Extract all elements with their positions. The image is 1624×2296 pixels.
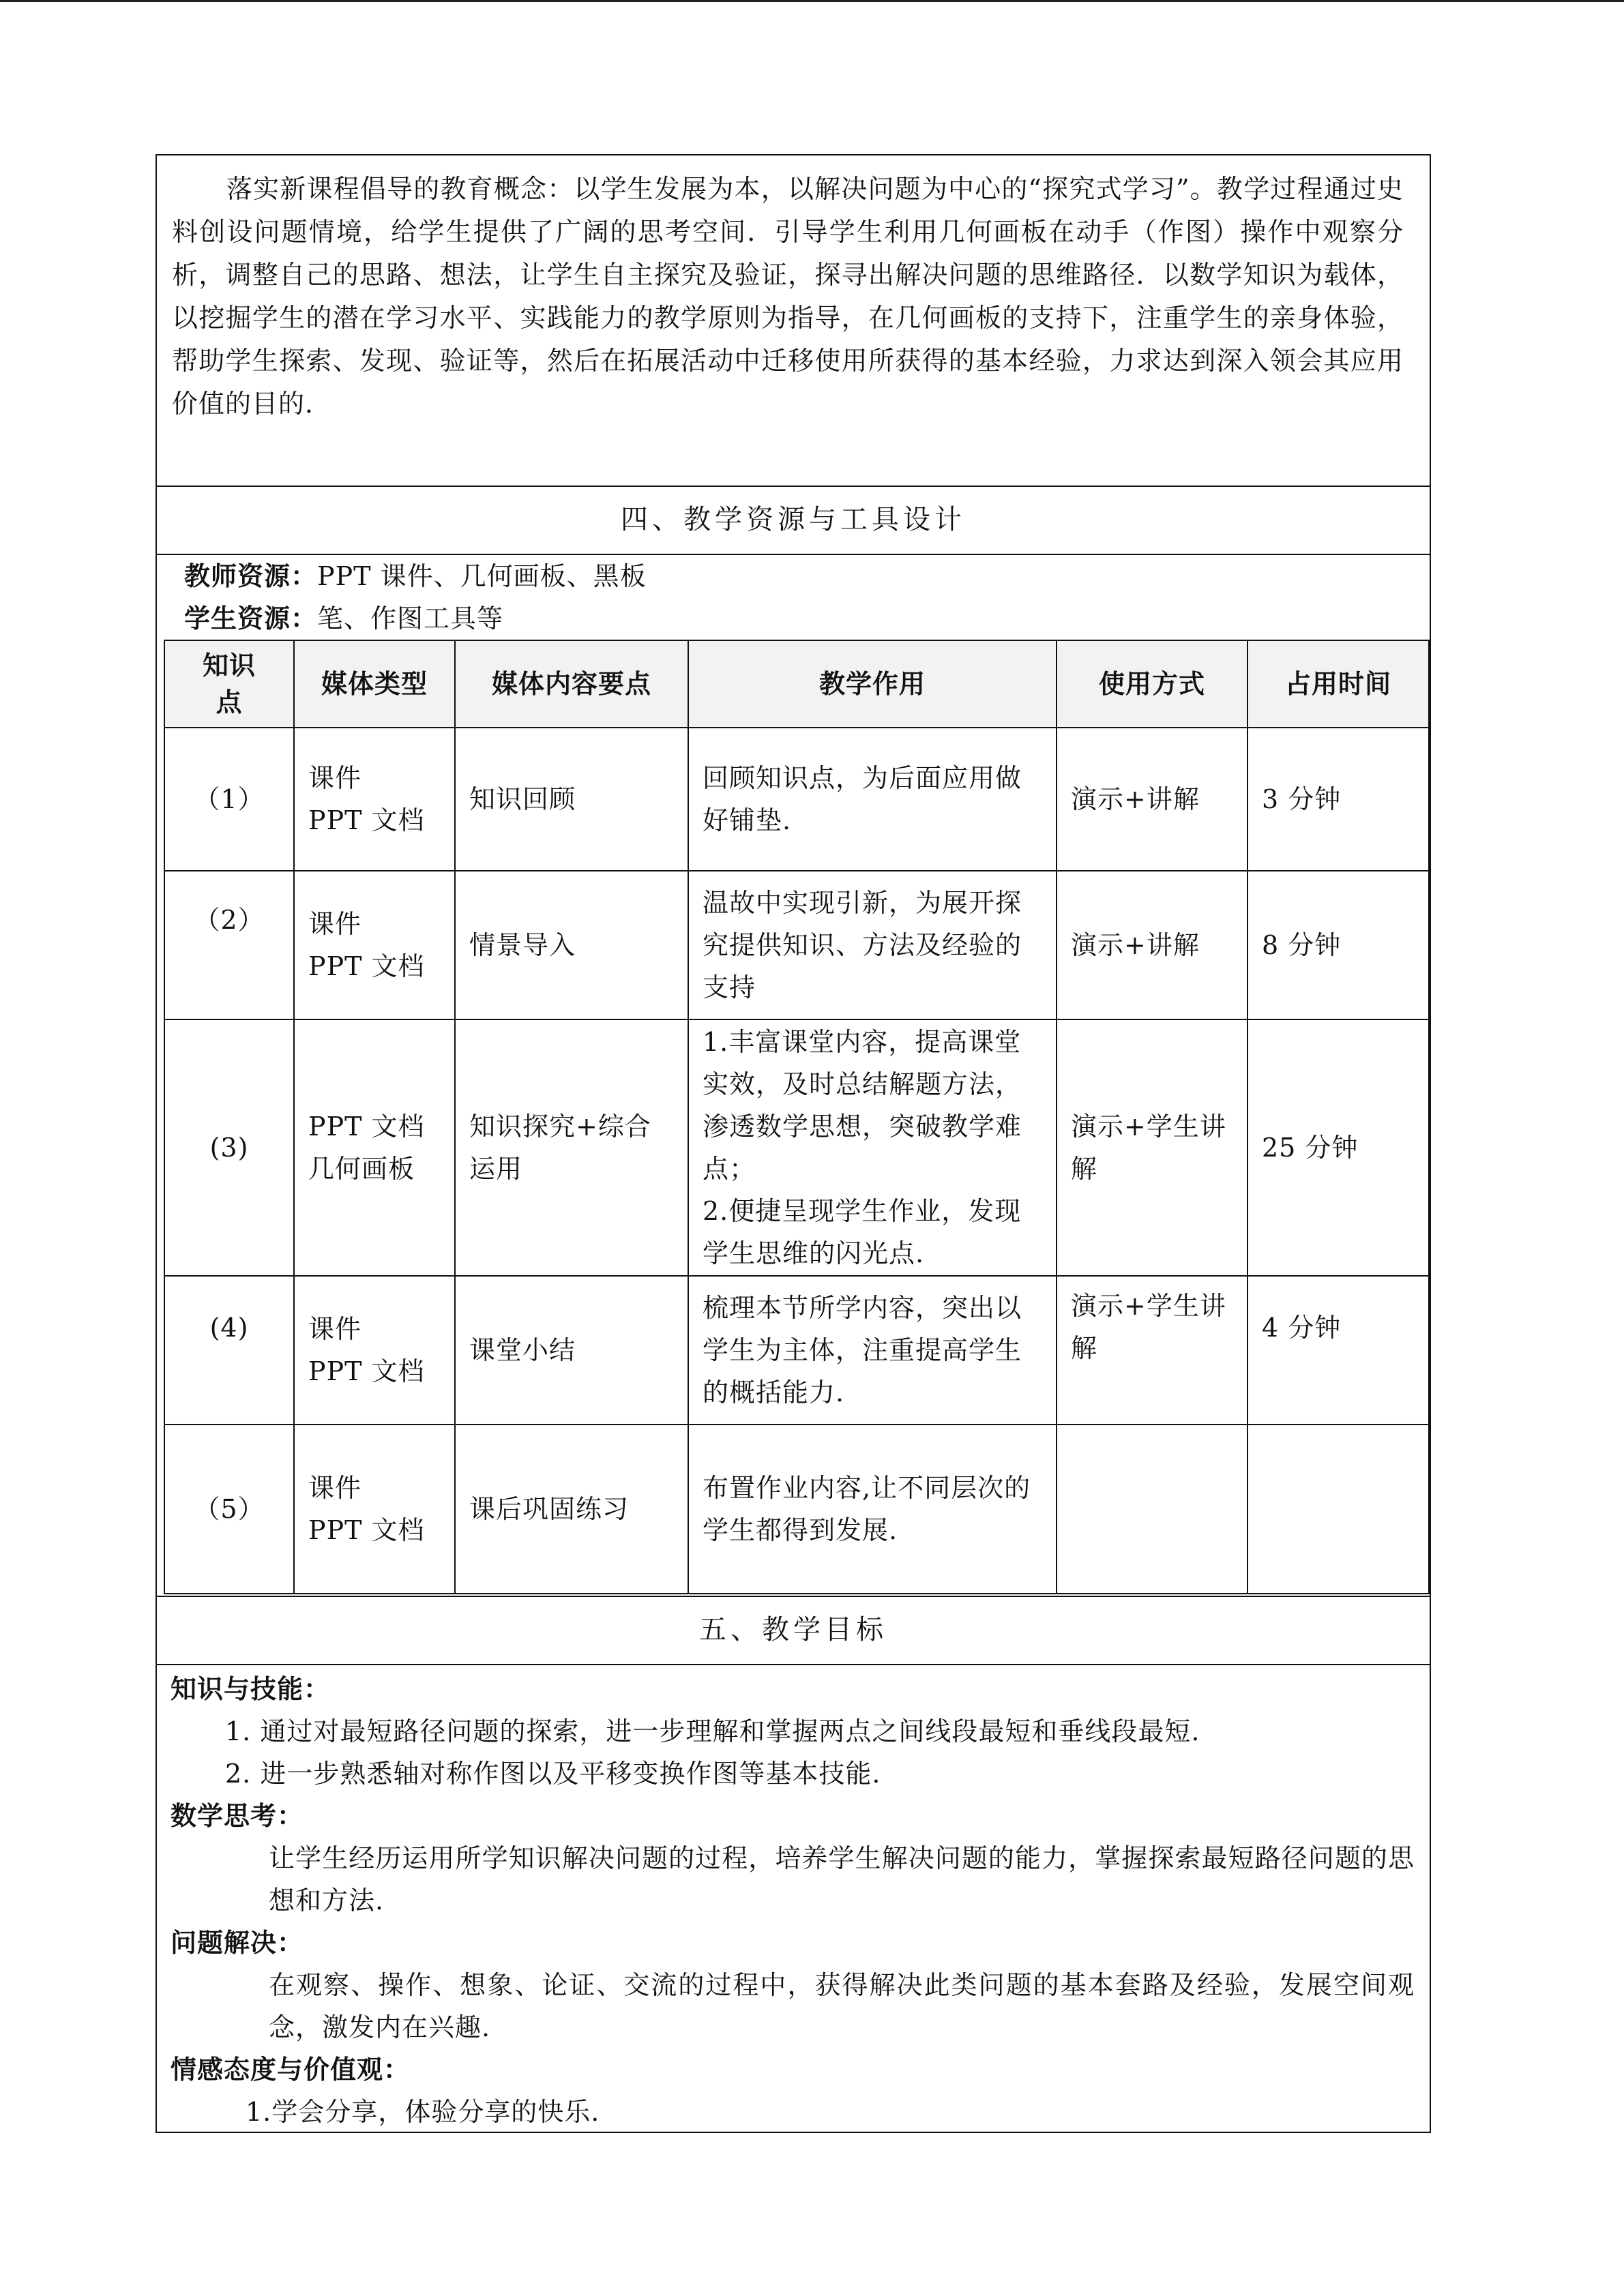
cell-content: 知识回顾 [455,728,688,871]
cell-role: 梳理本节所学内容，突出以学生为主体，注重提高学生的概括能力. [688,1276,1057,1425]
knowledge-item-2: 2. 进一步熟悉轴对称作图以及平移变换作图等基本技能. [225,1759,881,1789]
problem-solving-text: 在观察、操作、想象、论证、交流的过程中，获得解决此类问题的基本套路及经验，发展空间观念，激发内在兴趣. [269,1970,1415,2042]
teaching-goals [157,1668,1430,2133]
knowledge-item-1: 1. 通过对最短路径问题的探索，进一步理解和掌握两点之间线段最短和垂线段最短. [225,1716,1200,1746]
cell-content: 课后巩固练习 [455,1425,688,1594]
cell-media: PPT 文档 几何画板 [294,1019,455,1276]
cell-point: （1） [164,728,294,871]
knowledge-skills-label: 知识与技能： [171,1674,331,1704]
cell-role: 温故中实现引新，为展开探究提供知识、方法及经验的支持 [688,871,1057,1019]
teacher-resources [157,555,1430,597]
cell-usage: 演示+学生讲解 [1057,1276,1247,1425]
cell-usage: 演示+学生讲解 [1057,1019,1247,1276]
cell-point: （5） [164,1425,294,1594]
teaching-philosophy-paragraph: 落实新课程倡导的教育概念：以学生发展为本，以解决问题为中心的“探究式学习”。教学过程通过史料创设问题情境，给学生提供了广阔的思考空间．引导学生利用几何画板在动手（作图）操作中观察分析，调整自己的思路、想法，让学生自主探究及验证，探寻出解决问题的思维路径．以数学知识为载体，以挖掘学生的潜在学习水平、实践能力的教学原则为指导，在几何画板的支持下，注重学生的亲身体验，帮助学生探索、发现、验证等，然后在拓展活动中迁移使用所获得的基本经验，力求达到深入领会其应用价值的目的． [172,174,1404,419]
cell-media: 课件 PPT 文档 [294,1276,455,1425]
cell-point: (4) [164,1276,294,1425]
table-row [164,871,1429,1019]
cell-usage [1057,1425,1247,1594]
header-knowledge-point: 知识点 [164,640,294,728]
math-thinking-label: 数学思考： [171,1801,304,1831]
cell-time: 25 分钟 [1247,1019,1429,1276]
cell-time: 3 分钟 [1247,728,1429,871]
table-row [164,1019,1429,1276]
student-resources-value: 笔、作图工具等 [317,603,504,633]
table-row [164,1425,1429,1594]
math-thinking-text: 让学生经历运用所学知识解决问题的过程，培养学生解决问题的能力，掌握探索最短路径问题的思想和方法. [269,1843,1415,1915]
student-resources [157,597,1430,640]
table-row [164,728,1429,871]
cell-media: 课件 PPT 文档 [294,1425,455,1594]
media-resource-table [164,640,1430,1594]
cell-point: （2） [164,871,294,1019]
cell-content: 知识探究+综合运用 [455,1019,688,1276]
cell-media: 课件 PPT 文档 [294,871,455,1019]
cell-usage: 演示+讲解 [1057,871,1247,1019]
header-teaching-role: 教学作用 [688,640,1057,728]
cell-time [1247,1425,1429,1594]
student-resources-label: 学生资源： [184,603,318,633]
table-header-row [164,640,1429,728]
emotion-item-1: 1.学会分享，体验分享的快乐. [246,2097,600,2127]
emotion-values-label: 情感态度与价值观： [171,2055,411,2085]
section5-title: 五、教学目标 [699,1614,887,1645]
cell-content: 课堂小结 [455,1276,688,1425]
header-usage: 使用方式 [1057,640,1247,728]
cell-time: 8 分钟 [1247,871,1429,1019]
table-row [164,1276,1429,1425]
cell-role: 回顾知识点，为后面应用做好铺垫. [688,728,1057,871]
cell-content: 情景导入 [455,871,688,1019]
cell-media: 课件 PPT 文档 [294,728,455,871]
page-top-rule [0,0,1624,2]
cell-role: 布置作业内容,让不同层次的学生都得到发展. [688,1425,1057,1594]
section4-title: 四、教学资源与工具设计 [621,504,966,535]
teacher-resources-value: PPT 课件、几何画板、黑板 [317,561,647,591]
header-time: 占用时间 [1247,640,1429,728]
problem-solving-label: 问题解决： [171,1928,304,1958]
lesson-plan-frame [156,154,1431,2133]
divider [157,1664,1430,1665]
cell-role: 1.丰富课堂内容，提高课堂实效，及时总结解题方法，渗透数学思想，突破教学难点； 2.便捷呈现学生作业，发现学生思维的闪光点. [688,1019,1057,1276]
cell-point: (3) [164,1019,294,1276]
header-media-type: 媒体类型 [294,640,455,728]
cell-time: 4 分钟 [1247,1276,1429,1425]
cell-usage: 演示+讲解 [1057,728,1247,871]
header-media-content: 媒体内容要点 [455,640,688,728]
teacher-resources-label: 教师资源： [184,561,318,591]
